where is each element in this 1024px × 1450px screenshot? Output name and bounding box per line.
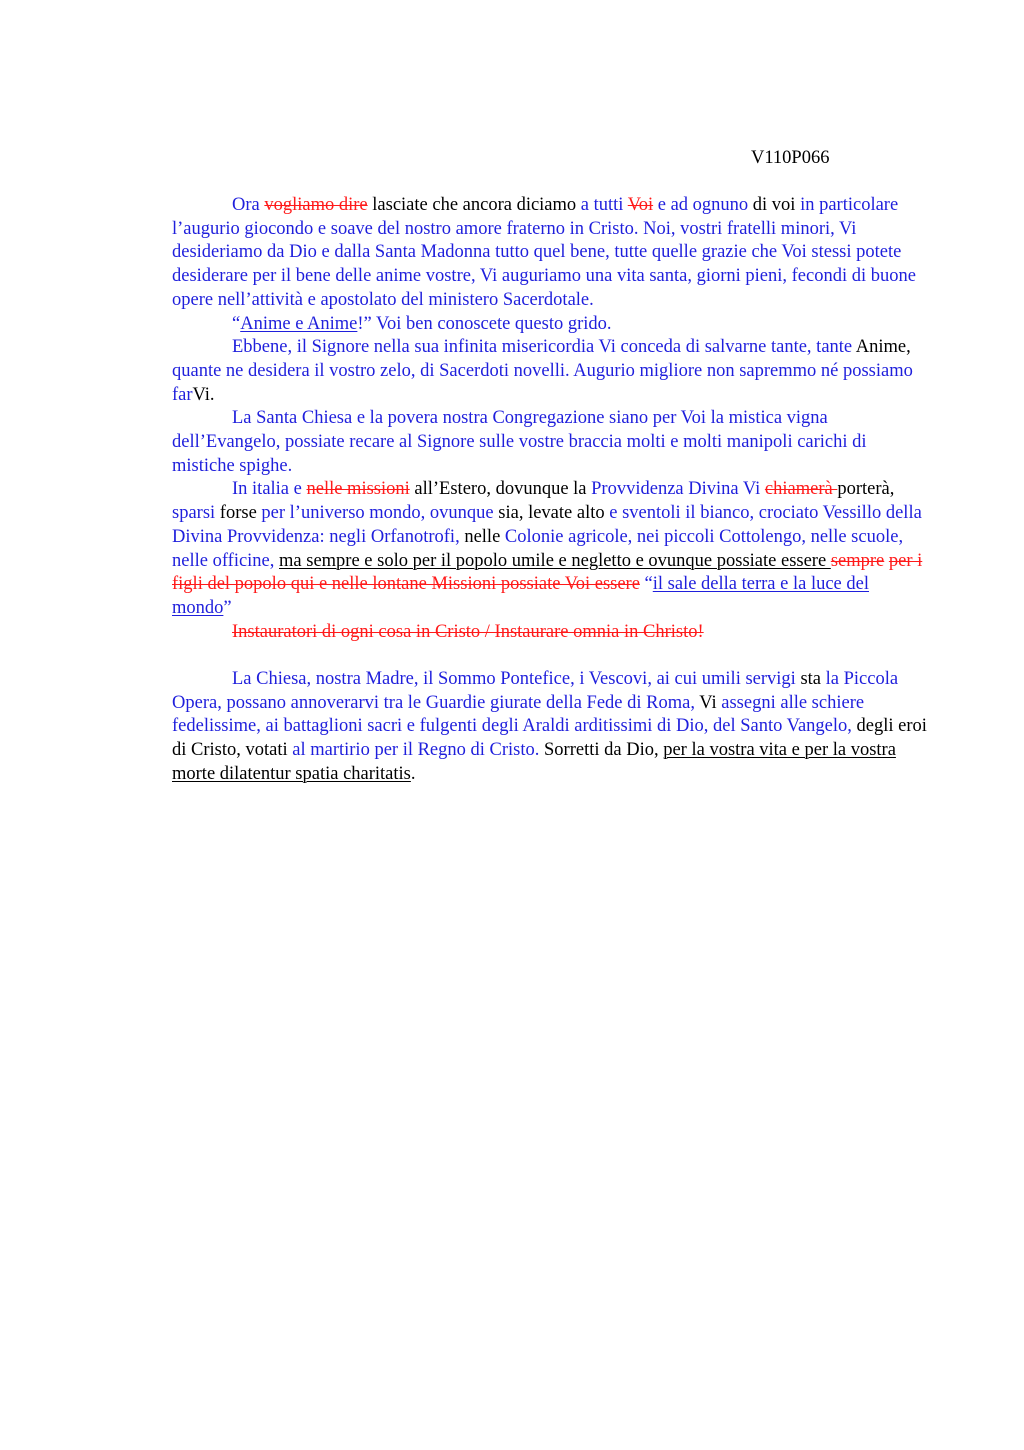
text-run: degli eroi di Cristo, votati xyxy=(172,716,927,761)
added-text: “ xyxy=(232,313,241,334)
added-text: quante ne desidera il vostro zelo, di Sacerdoti novelli. Augurio migliore non sapremmo né possiamo far xyxy=(172,360,913,405)
text-run: lasciate che ancora diciamo xyxy=(367,195,581,215)
text-run: nelle xyxy=(459,526,505,547)
added-text: La Chiesa, nostra Madre, il Sommo Pontefice, i Vescovi, ai cui umili servigi xyxy=(232,669,796,690)
text-run: Vi xyxy=(694,692,722,713)
added-text: Anime e Anime xyxy=(240,313,358,334)
deleted-text: Voi xyxy=(627,195,654,215)
added-text: al martirio per il Regno di Cristo. xyxy=(292,740,540,761)
blank-line xyxy=(172,644,932,668)
deleted-text: Instauratori di ogni cosa in Cristo / Instaurare omnia in Christo! xyxy=(232,621,704,642)
added-text: e sventoli il bianco, crociato Vessillo della Divina Provvidenza: negli Orfanotrofi, xyxy=(172,503,922,547)
deleted-text: vogliamo dire xyxy=(264,195,368,215)
text-run: ma sempre e solo per il popolo umile e negletto e ovunque possiate essere xyxy=(279,550,831,571)
added-text: la Piccola Opera, possano annoverarvi tra le Guardie giurate della Fede di Roma, xyxy=(172,669,899,713)
added-text: In italia e xyxy=(232,479,307,500)
paragraph xyxy=(172,313,932,337)
added-text: sparsi xyxy=(172,503,216,524)
added-text: Ora xyxy=(232,195,265,215)
added-text: il sale della terra e la luce del mondo xyxy=(172,574,869,618)
deleted-text: sempre xyxy=(830,550,885,571)
text-run: all’Estero, dovunque la xyxy=(409,479,592,500)
paragraph xyxy=(172,621,932,645)
added-text: “ xyxy=(639,574,653,595)
text-run: forse xyxy=(215,503,262,524)
deleted-text: chiamerà xyxy=(764,479,838,500)
paragraph xyxy=(172,194,932,313)
added-text: assegni alle schiere fedelissime, ai battaglioni sacri e fulgenti degli Araldi arditissimi di Dio, del Santo Vangelo, xyxy=(172,692,865,737)
text-run: sia, levate alto xyxy=(493,503,610,524)
deleted-text: per i figli del popolo qui e nelle lontane Missioni possiate Voi essere xyxy=(172,550,923,595)
added-text: !” Voi ben conoscete questo grido. xyxy=(357,313,612,334)
added-text: in particolare l’augurio giocondo e soave del nostro amore fraterno in Cristo. Noi, vostri fratelli minori, Vi desideriamo da Dio e dalla Santa Madonna tutto quel bene, tutte quelle grazie che Voi stessi potete desiderare per il bene delle anime vostre, Vi auguriamo una vita santa, giorni pieni, fecondi di buone opere nell’attività e apostolato del ministero Sacerdotale. xyxy=(172,195,916,310)
document-body xyxy=(172,194,932,787)
added-text: Provvidenza Divina Vi xyxy=(591,479,765,500)
text-run: di voi xyxy=(748,195,801,215)
text-run: per la vostra vita e per la vostra morte dilatentur spatia charitatis xyxy=(172,740,896,784)
added-text: Colonie agricole, nei piccoli Cottolengo, nelle scuole, nelle officine, xyxy=(172,526,904,571)
text-run: . xyxy=(410,763,416,784)
text-run: Sorretti da Dio, xyxy=(539,740,664,761)
added-text: ” xyxy=(223,597,232,618)
text-run: Anime, xyxy=(855,337,911,358)
added-text: a tutti xyxy=(580,195,628,215)
paragraph xyxy=(172,336,932,407)
added-text: e ad ognuno xyxy=(653,195,749,215)
added-text: per l’universo mondo, ovunque xyxy=(261,503,494,524)
added-text: La Santa Chiesa e la povera nostra Congregazione siano per Voi la mistica vigna dell’Evangelo, possiate recare al Signore sulle vostre braccia molti e molti manipoli carichi di mistiche spighe. xyxy=(172,408,867,476)
text-run: sta xyxy=(795,669,826,690)
paragraph xyxy=(172,407,932,478)
added-text: Ebbene, il Signore nella sua infinita misericordia Vi conceda di salvarne tante, tante xyxy=(232,337,856,358)
paragraph xyxy=(172,668,932,787)
text-run: porterà, xyxy=(837,479,895,500)
deleted-text: nelle missioni xyxy=(306,479,410,500)
text-run: Vi. xyxy=(192,384,215,405)
document-id: V110P066 xyxy=(751,148,830,168)
paragraph xyxy=(172,478,932,620)
